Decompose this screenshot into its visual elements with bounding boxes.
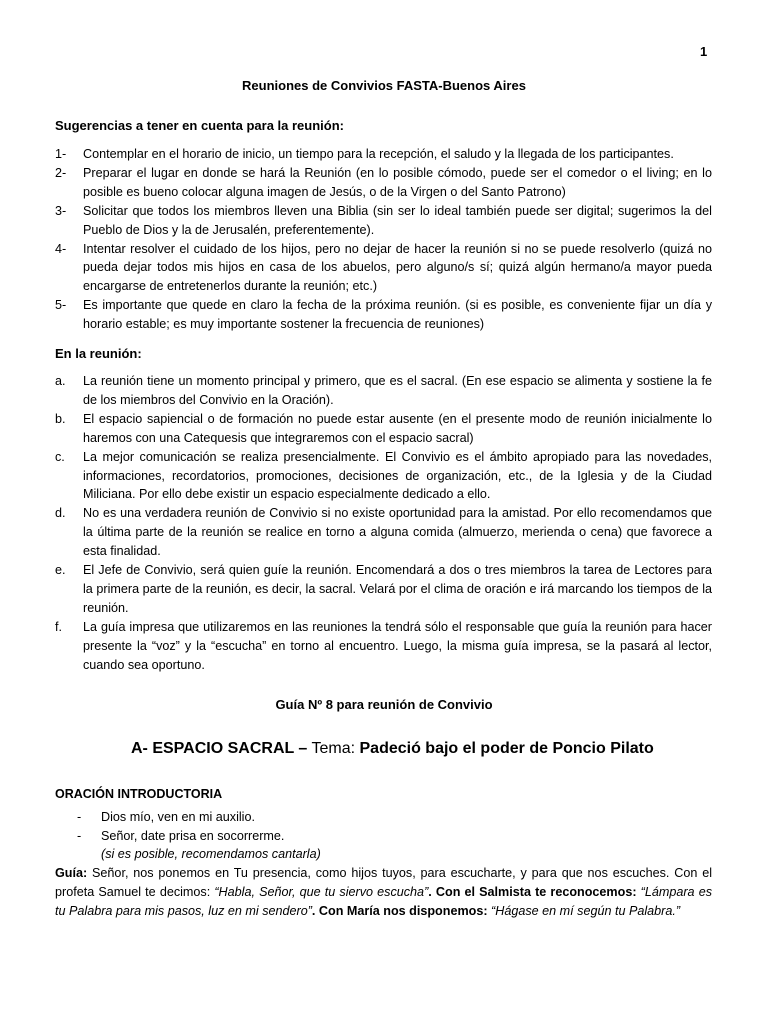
list-item-text: La guía impresa que utilizaremos en las reuniones la tendrá sólo el responsable que guía la reunión para hacer presente la “voz” y la “escucha” en torno al encuentro. Luego, la misma guía impresa, se la pasará al lector, cuando sea oportuno.	[83, 619, 712, 672]
list-item	[55, 618, 712, 675]
oracion-line: Dios mío, ven en mi auxilio.	[101, 810, 255, 824]
list-item	[77, 827, 321, 846]
guia-paragraph	[55, 864, 712, 920]
list-item	[55, 240, 712, 297]
list-marker: a.	[55, 374, 66, 388]
tema-title: Padeció bajo el poder de Poncio Pilato	[359, 740, 654, 757]
document-title: Reuniones de Convivios FASTA-Buenos Aires	[242, 78, 526, 93]
section-heading-sugerencias: Sugerencias a tener en cuenta para la reunión:	[55, 118, 344, 133]
list-item-text: Intentar resolver el cuidado de los hijos, pero no dejar de hacer la reunión si no se puede resolverlo (quizá no pueda dejar todos mis hijos en casa de los abuelos, pero alguno/s sí; quizá algún hermano/a mayor pueda encargarse de entretenerlos durante la reunión; etc.)	[83, 241, 712, 294]
guia-label: Guía:	[55, 866, 88, 880]
guia-text-bold: . Con el Salmista te reconocemos:	[428, 884, 641, 899]
list-item-text: La mejor comunicación se realiza presencialmente. El Convivio es el ámbito apropiado para las novedades, informaciones, recordatorios, promociones, decisiones de organización, etc., de la Iglesia y de la Ciudad Miliciana. Por ello debe existir un espacio especialmente dedicado a ello.	[83, 449, 712, 502]
list-item-text: La reunión tiene un momento principal y primero, que es el sacral. (En ese espacio se alimenta y sostiene la fe de los miembros del Convivio en la Oración).	[83, 374, 712, 407]
tema-label: Tema:	[307, 740, 360, 757]
list-item-text: Es importante que quede en claro la fecha de la próxima reunión. (si es posible, es conveniente fijar un día y horario estable; es muy importante sostener la frecuencia de reuniones)	[83, 298, 712, 332]
oracion-line: Señor, date prisa en socorrerme.	[101, 828, 285, 843]
list-item	[55, 202, 712, 240]
list-item-text: Contemplar en el horario de inicio, un tiempo para la recepción, el saludo y la llegada de los participantes.	[83, 147, 674, 161]
list-item	[55, 296, 712, 334]
section-heading-en-la-reunion: En la reunión:	[55, 346, 142, 361]
list-marker: d.	[55, 506, 66, 521]
en-la-reunion-list	[55, 372, 712, 675]
list-marker: 5-	[55, 298, 67, 313]
dash-marker: -	[77, 810, 82, 824]
list-marker: e.	[55, 563, 66, 578]
oracion-lines	[77, 808, 321, 864]
page-number: 1	[700, 44, 708, 59]
list-marker: 4-	[55, 241, 67, 256]
list-marker: c.	[55, 449, 65, 464]
guide-title: Guía Nº 8 para reunión de Convivio	[275, 697, 493, 712]
list-item	[55, 448, 712, 505]
sacral-heading	[131, 740, 654, 758]
list-item	[55, 504, 712, 561]
list-marker: 3-	[55, 203, 67, 218]
oracion-heading: ORACIÓN INTRODUCTORIA	[55, 787, 223, 801]
list-item-text: Preparar el lugar en donde se hará la Reunión (en lo posible cómodo, puede ser el comedor o el living; en lo posible es bueno colocar alguna imagen de Jesús, o de la Virgen o del Santo Patrono)	[83, 165, 712, 199]
guia-quote: “Hágase en mí según tu Palabra.”	[491, 903, 681, 918]
list-item-text: El Jefe de Convivio, será quien guíe la reunión. Encomendará a dos o tres miembros la tarea de Lectores para la primera parte de la reunión, es decir, la sacral. Velará por el clima de oración e irá marcando los tiempos de la reunión.	[83, 563, 712, 615]
list-marker: f.	[55, 619, 62, 634]
list-item-text: No es una verdadera reunión de Convivio si no existe oportunidad para la amistad. Por ello recomendamos que la última parte de la reunión se realice en torno a alguna comida (almuerzo, merienda o cena) que favorece a esta finalidad.	[83, 506, 712, 559]
list-marker: 2-	[55, 165, 67, 180]
list-item	[55, 561, 712, 618]
guia-text-bold: . Con María nos disponemos:	[311, 903, 492, 918]
list-item	[55, 164, 712, 202]
list-item	[77, 808, 321, 827]
oracion-note: (si es posible, recomendamos cantarla)	[101, 847, 321, 861]
list-item	[55, 410, 712, 448]
list-item-text: El espacio sapiencial o de formación no puede estar ausente (en el presente modo de reunión inicialmente lo haremos con una Catequesis que integraremos con el espacio sacral)	[83, 411, 712, 445]
list-item-text: Solicitar que todos los miembros lleven una Biblia (sin ser lo ideal también puede ser digital; sugerimos la del Pueblo de Dios y la de Jerusalén, preferentemente).	[83, 203, 712, 237]
list-marker: b.	[55, 411, 66, 426]
list-item	[55, 372, 712, 410]
sugerencias-list	[55, 145, 712, 334]
dash-marker: -	[77, 828, 82, 843]
guia-quote: “Lámpara es tu Palabra para mis pasos, luz en mi sendero”	[55, 884, 712, 918]
guia-text: Señor, nos ponemos en Tu presencia, como hijos tuyos, para escucharte, y para que nos escuches. Con el profeta Samuel te decimos:	[55, 866, 712, 899]
list-item	[55, 145, 712, 164]
sacral-prefix: A- ESPACIO SACRAL –	[131, 740, 308, 757]
guia-quote: “Habla, Señor, que tu siervo escucha”	[214, 884, 429, 899]
list-marker: 1-	[55, 147, 67, 161]
